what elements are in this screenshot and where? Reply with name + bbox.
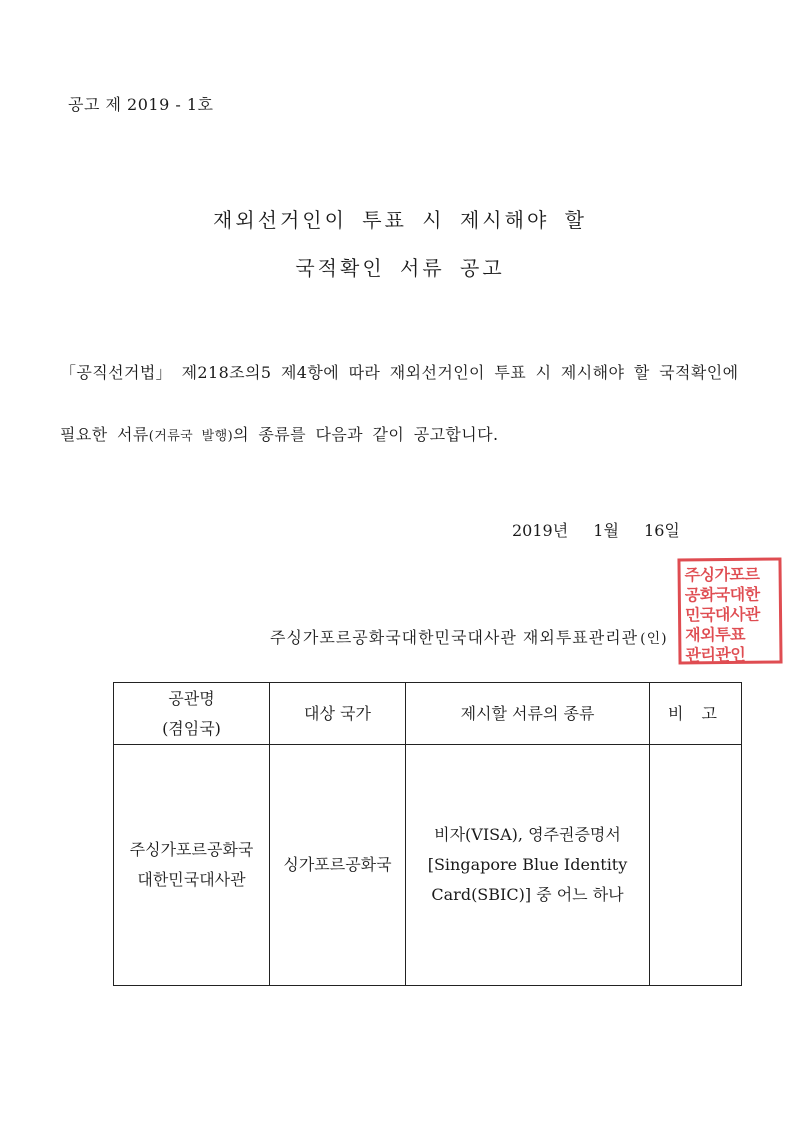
- body-paragraph-parenthetical: (거류국 발행): [148, 429, 234, 444]
- cell-mission-line-2: 대한민국대사관: [137, 870, 246, 889]
- notice-number: 공고 제 2019 - 1호: [68, 95, 214, 114]
- body-paragraph-text-b: 의 종류를 다음과 같이 공고합니다.: [233, 425, 499, 444]
- date-day: 16일: [644, 521, 680, 540]
- cell-documents: [406, 745, 650, 986]
- nationality-documents-table: [113, 682, 742, 986]
- issuer-signature-line: [270, 625, 668, 648]
- table-header-row: [114, 683, 742, 745]
- seal-text-row: 재외투표: [685, 624, 746, 645]
- seal-text-row: 주싱가포르: [684, 564, 760, 585]
- body-paragraph-text-a: 필요한 서류: [60, 425, 149, 444]
- seal-text-row: 관리관인: [685, 644, 746, 665]
- header-mission-line-2: (겸임국): [162, 718, 221, 738]
- header-remarks: 비고: [650, 683, 742, 745]
- table-row: [114, 745, 742, 986]
- header-documents: 제시할 서류의 종류: [406, 683, 650, 745]
- document-title-line-2: 국적확인 서류 공고: [295, 256, 505, 280]
- document-title-line-1: 재외선거인이 투표 시 제시해야 할: [213, 208, 587, 232]
- date-year: 2019년: [512, 521, 569, 540]
- cell-mission-line-1: 주싱가포르공화국: [129, 840, 254, 859]
- cell-documents-line-3: Card(SBIC)] 중 어느 하나: [431, 885, 624, 904]
- date-month: 1월: [593, 521, 619, 540]
- cell-documents-line-2: [Singapore Blue Identity: [427, 855, 628, 874]
- cell-remarks: [650, 745, 742, 986]
- body-paragraph-line-2: [60, 422, 760, 445]
- header-mission-line-1: 공관명: [168, 688, 215, 708]
- seal-text-row: 공화국대한: [684, 584, 760, 605]
- header-country: 대상 국가: [270, 683, 406, 745]
- seal-mark: (인): [640, 631, 668, 647]
- cell-country: 싱가포르공화국: [270, 745, 406, 986]
- cell-mission: [114, 745, 270, 986]
- header-mission: [114, 683, 270, 745]
- official-seal-stamp: [677, 557, 782, 664]
- body-paragraph-line-1: 「공직선거법」 제218조의5 제4항에 따라 재외선거인이 투표 시 제시해야 할 국적확인에: [60, 363, 739, 382]
- issuer-name: 주싱가포르공화국대한민국대사관 재외투표관리관: [270, 628, 639, 647]
- cell-documents-line-1: 비자(VISA), 영주권증명서: [434, 825, 621, 844]
- seal-text-row: 민국대사관: [684, 604, 760, 625]
- notice-date: [512, 518, 680, 541]
